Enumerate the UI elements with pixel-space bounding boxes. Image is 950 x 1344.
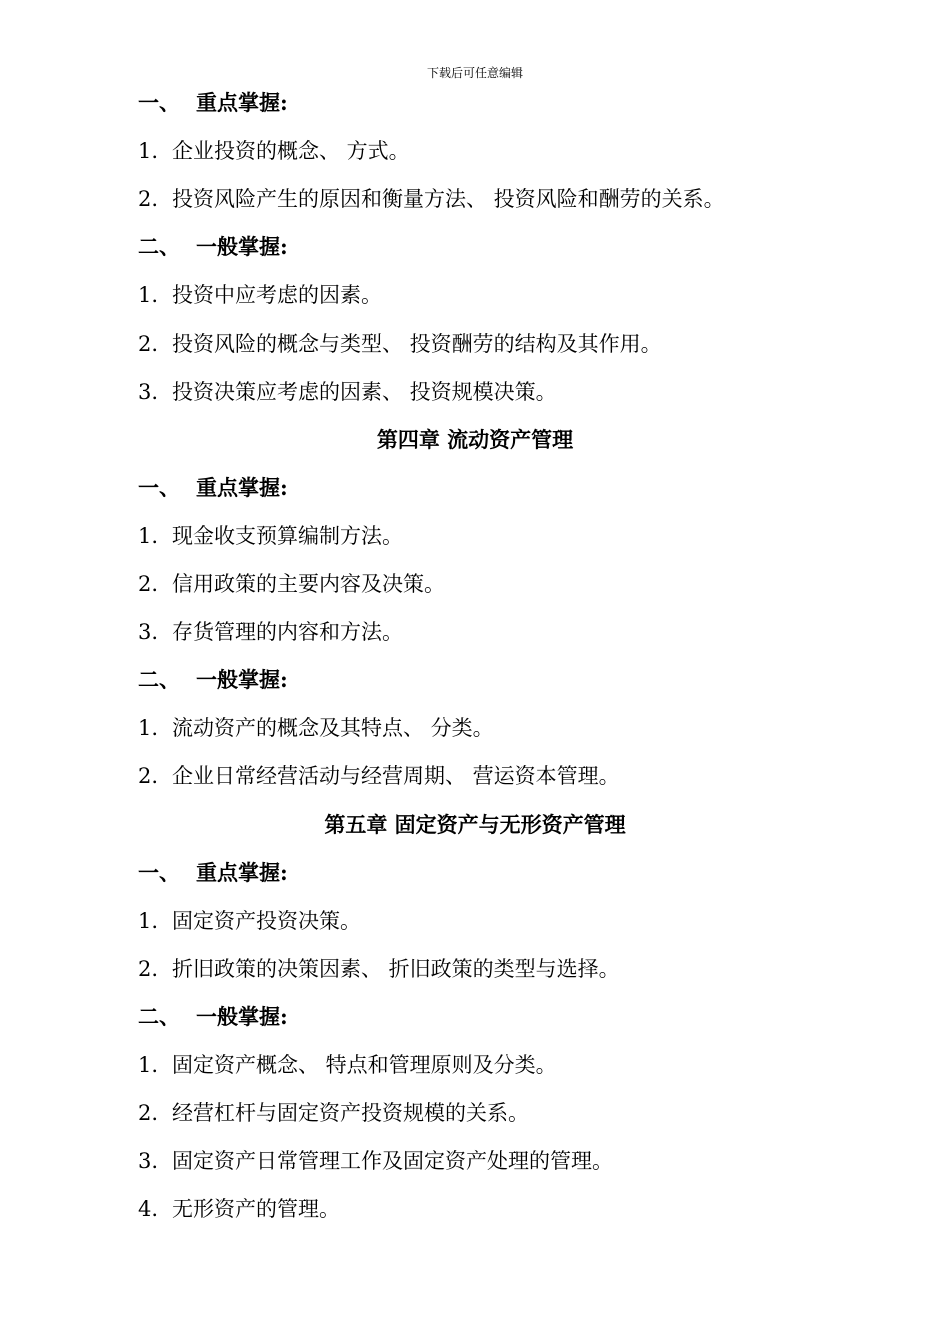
section-title: 一般掌握: <box>196 667 288 693</box>
item-number: 1. <box>138 139 159 164</box>
item-number: 2. <box>138 331 159 356</box>
list-item <box>138 184 725 214</box>
item-number: 3. <box>138 1149 159 1174</box>
item-text: 无形资产的管理。 <box>172 1197 340 1222</box>
list-item <box>138 377 557 407</box>
section-number: 二、 <box>138 667 180 693</box>
section-heading <box>138 1002 288 1032</box>
chapter-heading: 第五章 固定资产与无形资产管理 <box>324 811 626 837</box>
item-text: 现金收支预算编制方法。 <box>172 523 403 548</box>
item-number: 2. <box>138 572 159 596</box>
section-number: 二、 <box>138 1003 180 1029</box>
item-number: 3. <box>138 379 159 404</box>
list-item <box>138 954 620 984</box>
list-item <box>138 136 410 166</box>
item-text: 固定资产概念、 特点和管理原则及分类。 <box>172 1053 557 1077</box>
section-number: 二、 <box>138 234 180 260</box>
list-item <box>138 713 494 743</box>
item-number: 1. <box>138 283 159 308</box>
section-title: 重点掌握: <box>196 859 288 885</box>
item-number: 2. <box>138 1101 159 1126</box>
list-item <box>138 1146 613 1176</box>
item-number: 1. <box>138 1053 159 1077</box>
page-header-note: 下载后可任意编辑 <box>426 66 523 80</box>
section-number: 一、 <box>138 474 180 500</box>
item-number: 3. <box>138 620 159 645</box>
item-text: 存货管理的内容和方法。 <box>172 620 403 645</box>
list-item <box>138 280 382 310</box>
list-item <box>138 569 445 599</box>
section-title: 重点掌握: <box>196 90 288 115</box>
chapter-heading: 第四章 流动资产管理 <box>376 426 574 452</box>
item-number: 2. <box>138 187 159 212</box>
item-text: 投资中应考虑的因素。 <box>172 283 382 308</box>
item-text: 投资风险产生的原因和衡量方法、 投资风险和酬劳的关系。 <box>172 187 725 212</box>
section-title: 一般掌握: <box>196 234 288 260</box>
item-number: 2. <box>138 956 159 981</box>
item-text: 企业投资的概念、 方式。 <box>172 139 410 164</box>
item-number: 2. <box>138 764 159 789</box>
list-item <box>138 329 662 359</box>
item-number: 4. <box>138 1197 159 1222</box>
section-title: 重点掌握: <box>196 474 288 500</box>
section-heading <box>138 665 288 695</box>
section-heading <box>138 858 288 888</box>
list-item <box>138 906 361 936</box>
item-text: 投资风险的概念与类型、 投资酬劳的结构及其作用。 <box>172 331 662 356</box>
section-heading <box>138 232 288 262</box>
list-item <box>138 521 403 551</box>
section-heading <box>138 473 288 503</box>
section-heading <box>138 88 288 118</box>
section-number: 一、 <box>138 859 180 885</box>
item-number: 1. <box>138 908 159 933</box>
item-text: 经营杠杆与固定资产投资规模的关系。 <box>172 1101 529 1126</box>
section-title: 一般掌握: <box>196 1003 288 1029</box>
item-text: 投资决策应考虑的因素、 投资规模决策。 <box>172 379 557 404</box>
list-item <box>138 1098 529 1128</box>
list-item <box>138 617 403 647</box>
item-number: 1. <box>138 716 159 741</box>
list-item <box>138 761 620 791</box>
list-item <box>138 1050 557 1080</box>
list-item <box>138 1194 340 1224</box>
item-text: 固定资产日常管理工作及固定资产处理的管理。 <box>172 1149 613 1174</box>
item-text: 流动资产的概念及其特点、 分类。 <box>172 716 494 741</box>
item-text: 信用政策的主要内容及决策。 <box>172 572 445 596</box>
item-text: 固定资产投资决策。 <box>172 908 361 933</box>
item-text: 折旧政策的决策因素、 折旧政策的类型与选择。 <box>172 956 620 981</box>
item-number: 1. <box>138 523 159 548</box>
item-text: 企业日常经营活动与经营周期、 营运资本管理。 <box>172 764 620 789</box>
section-number: 一、 <box>138 90 180 115</box>
